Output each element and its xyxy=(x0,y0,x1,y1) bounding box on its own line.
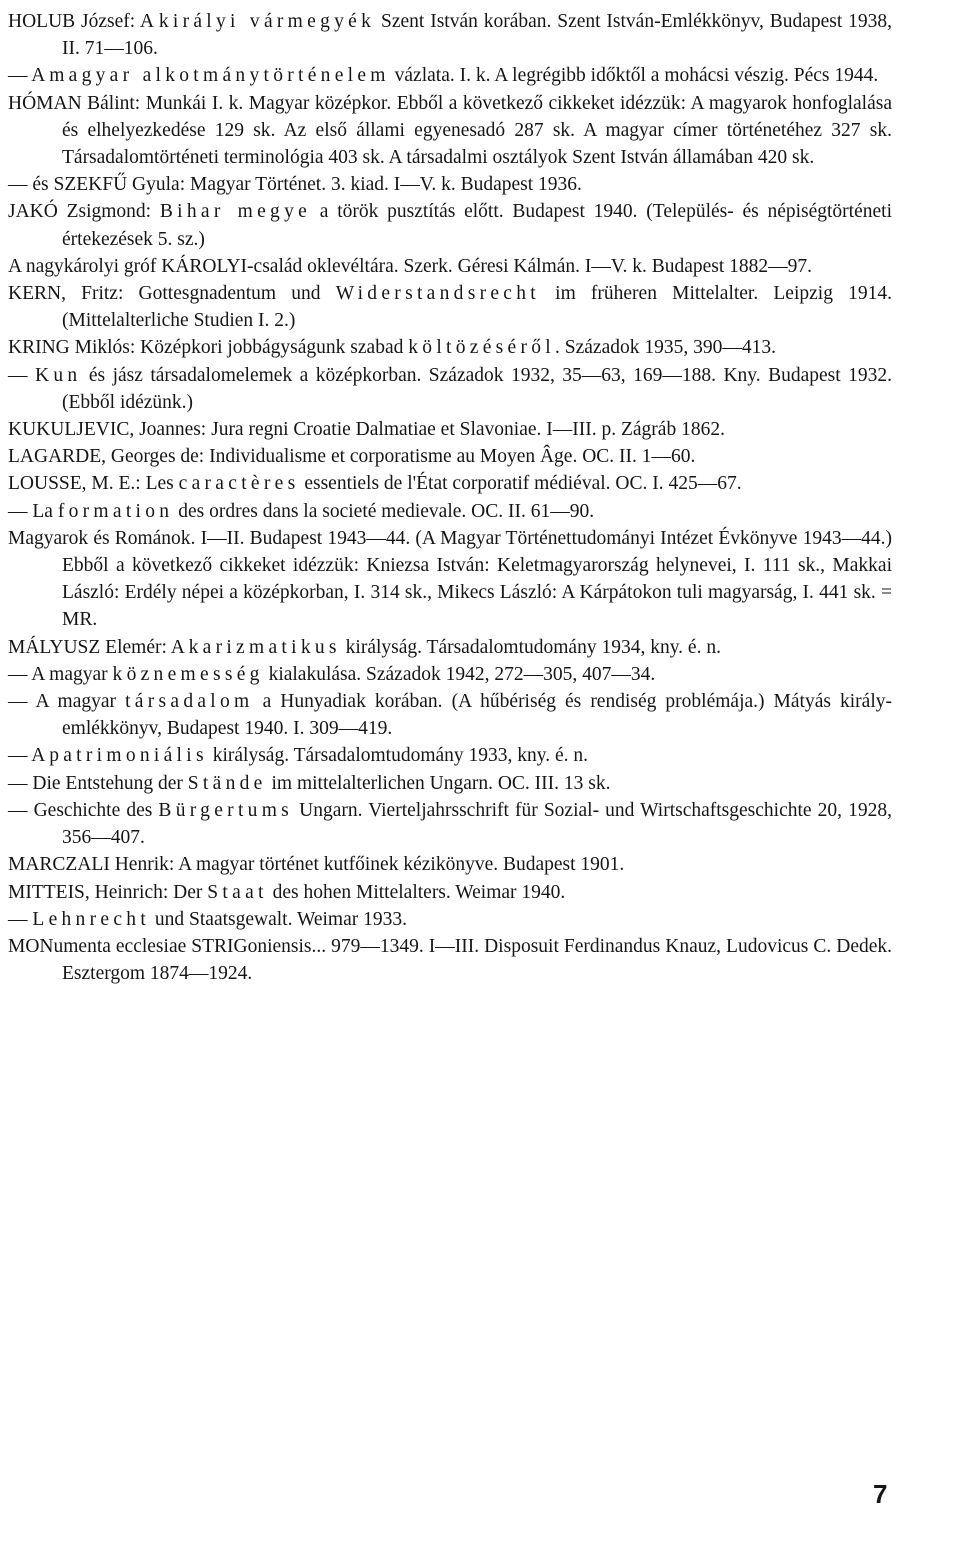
entry-text: MÁLYUSZ Elemér: A xyxy=(8,636,189,658)
entry-emphasis: Bürgertums xyxy=(158,799,294,821)
bibliography-entry xyxy=(8,770,892,797)
bibliography-entry xyxy=(8,688,892,742)
entry-emphasis: Kun xyxy=(34,364,82,386)
entry-text: LOUSSE, M. E.: Les xyxy=(8,473,179,495)
bibliography-entry xyxy=(8,879,892,906)
bibliography-entry xyxy=(8,742,892,769)
bibliography-entry xyxy=(8,797,892,851)
bibliography-entry xyxy=(8,362,892,416)
entry-text: Magyarok és Románok. I—II. Budapest 1943—44. (A Magyar Történettudományi Intézet Évkönyve 1943—44.) Ebből a következő cikkeket idézzük: Kniezsa István: Keletmagyarország helynevei, I. 111 sk., Makkai László: Erdély népei a középkorban, I. 314 sk., Mikecs László: A Kárpátokon tuli magyarság, I. 441 sk. = MR. xyxy=(8,527,892,631)
entry-emphasis: költözéséről xyxy=(408,337,556,359)
entry-text: MITTEIS, Heinrich: Der xyxy=(8,881,208,903)
entry-text: Ungarn. Vierteljahrsschrift für Sozial- und Wirtschaftsgeschichte 20, 1928, 356—407. xyxy=(62,799,892,849)
entry-emphasis: köznemesség xyxy=(112,663,264,685)
bibliography-entry xyxy=(8,498,892,525)
entry-emphasis: Staat xyxy=(207,881,268,903)
entry-text: HOLUB József: A xyxy=(8,11,159,32)
bibliography-entry xyxy=(8,933,892,987)
bibliography-entry xyxy=(8,906,892,933)
entry-text: — Geschichte des xyxy=(8,799,159,821)
bibliography-entry xyxy=(8,253,892,280)
bibliography-entry xyxy=(8,334,892,361)
entry-emphasis: Lehnrecht xyxy=(32,908,151,930)
entry-text: — xyxy=(8,908,33,930)
entry-text: — A xyxy=(8,745,50,767)
entry-emphasis: Stände xyxy=(187,772,267,794)
bibliography-entry xyxy=(8,171,892,198)
entry-text: im früheren Mittelalter. Leipzig 1914. (Mittelalterliche Studien I. 2.) xyxy=(62,283,892,332)
bibliography-entry xyxy=(8,416,892,443)
entry-text: — Die Entstehung der xyxy=(8,772,188,794)
entry-emphasis: Bihar megye xyxy=(159,201,312,223)
entry-emphasis: patrimoniális xyxy=(49,745,208,767)
bibliography-entry xyxy=(8,470,892,497)
entry-text: essentiels de l'État corporatif médiéval. OC. I. 425—67. xyxy=(299,473,742,495)
entry-text: és jász társadalomelemek a középkorban. Századok 1932, 35—63, 169—188. Kny. Budapest 1932. (Ebből idézünk.) xyxy=(62,364,893,413)
entry-text: KRING Miklós: Középkori jobbágyságunk szabad xyxy=(8,337,409,359)
entry-text: királyság. Társadalomtudomány 1933, kny. é. n. xyxy=(207,745,589,767)
bibliography-entry xyxy=(8,525,892,634)
entry-text: HÓMAN Bálint: Munkái I. k. Magyar középkor. Ebből a következő cikkeket idézzük: A magyarok honfoglalása és elhelyezkedése 129 sk. Az első állami egyenesadó 287 sk. A magyar címer történetéhez 327 sk. Társadalomtörténeti terminológia 403 sk. A társadalmi osztályok Szent István államában 420 sk. xyxy=(8,92,892,169)
bibliography-list xyxy=(8,8,892,987)
entry-text: des ordres dans la societé medievale. OC. II. 61—90. xyxy=(173,500,595,522)
entry-text: — A xyxy=(8,65,50,87)
entry-text: — és SZEKFŰ Gyula: Magyar Történet. 3. kiad. I—V. k. Budapest 1936. xyxy=(8,174,582,196)
entry-text: — A magyar xyxy=(8,691,126,713)
entry-text: MONumenta ecclesiae STRIGoniensis... 979—1349. I—III. Disposuit Ferdinandus Knauz, Ludovicus C. Dedek. Esztergom 1874—1924. xyxy=(8,935,892,985)
bibliography-entry xyxy=(8,634,892,661)
entry-emphasis: karizmatikus xyxy=(188,636,341,658)
entry-text: a török pusztítás előtt. Budapest 1940. (Település- és népiségtörténeti értekezések 5. sz.) xyxy=(62,201,892,250)
entry-emphasis: társadalom xyxy=(125,691,254,713)
entry-text: MARCZALI Henrik: A magyar történet kutfőinek kézikönyve. Budapest 1901. xyxy=(8,854,625,876)
bibliography-entry xyxy=(8,661,892,688)
bibliography-entry xyxy=(8,443,892,470)
entry-text: kialakulása. Századok 1942, 272—305, 407—34. xyxy=(263,663,656,685)
bibliography-entry xyxy=(8,90,892,172)
bibliography-entry xyxy=(8,62,892,89)
bibliography-entry xyxy=(8,198,892,252)
entry-emphasis: királyi vármegyék xyxy=(158,11,376,32)
page-number: 7 xyxy=(873,1479,888,1509)
entry-text: KUKULJEVIC, Joannes: Jura regni Croatie Dalmatiae et Slavoniae. I—III. p. Zágráb 1862. xyxy=(8,419,725,441)
bibliography-entry xyxy=(8,8,892,62)
entry-text: JAKÓ Zsigmond: xyxy=(8,201,160,223)
entry-emphasis: formation xyxy=(57,500,174,522)
entry-text: Szent István korában. Szent István-Emlékkönyv, Budapest 1938, II. 71—106. xyxy=(62,11,892,60)
entry-text: des hohen Mittelalters. Weimar 1940. xyxy=(267,881,566,903)
entry-text: — A magyar xyxy=(8,663,113,685)
entry-text: — xyxy=(8,364,35,386)
bibliography-entry xyxy=(8,851,892,878)
entry-text: királyság. Társadalomtudomány 1934, kny. é. n. xyxy=(340,636,721,658)
bibliography-entry xyxy=(8,280,892,334)
entry-text: vázlata. I. k. A legrégibb időktől a mohácsi vészig. Pécs 1944. xyxy=(389,65,879,87)
entry-text: A nagykárolyi gróf KÁROLYI-család oklevéltára. Szerk. Géresi Kálmán. I—V. k. Budapest 1882—97. xyxy=(8,255,813,277)
entry-text: — La xyxy=(8,500,58,522)
entry-text: LAGARDE, Georges de: Individualisme et corporatisme au Moyen Âge. OC. II. 1—60. xyxy=(8,446,696,468)
entry-emphasis: Widerstandsrecht xyxy=(335,283,540,305)
entry-text: und Staatsgewalt. Weimar 1933. xyxy=(150,908,407,930)
entry-text: a Hunyadiak korában. (A hűbériség és rendiség problémája.) Mátyás király-emlékkönyv, Budapest 1940. I. 309—419. xyxy=(62,691,892,740)
entry-emphasis: magyar alkotmánytörténelem xyxy=(49,65,390,87)
entry-text: KERN, Fritz: Gottesgnadentum und xyxy=(8,283,336,305)
entry-text: im mittelalterlichen Ungarn. OC. III. 13 sk. xyxy=(266,772,611,794)
entry-text: . Századok 1935, 390—413. xyxy=(555,337,776,359)
entry-emphasis: caractères xyxy=(178,473,300,495)
